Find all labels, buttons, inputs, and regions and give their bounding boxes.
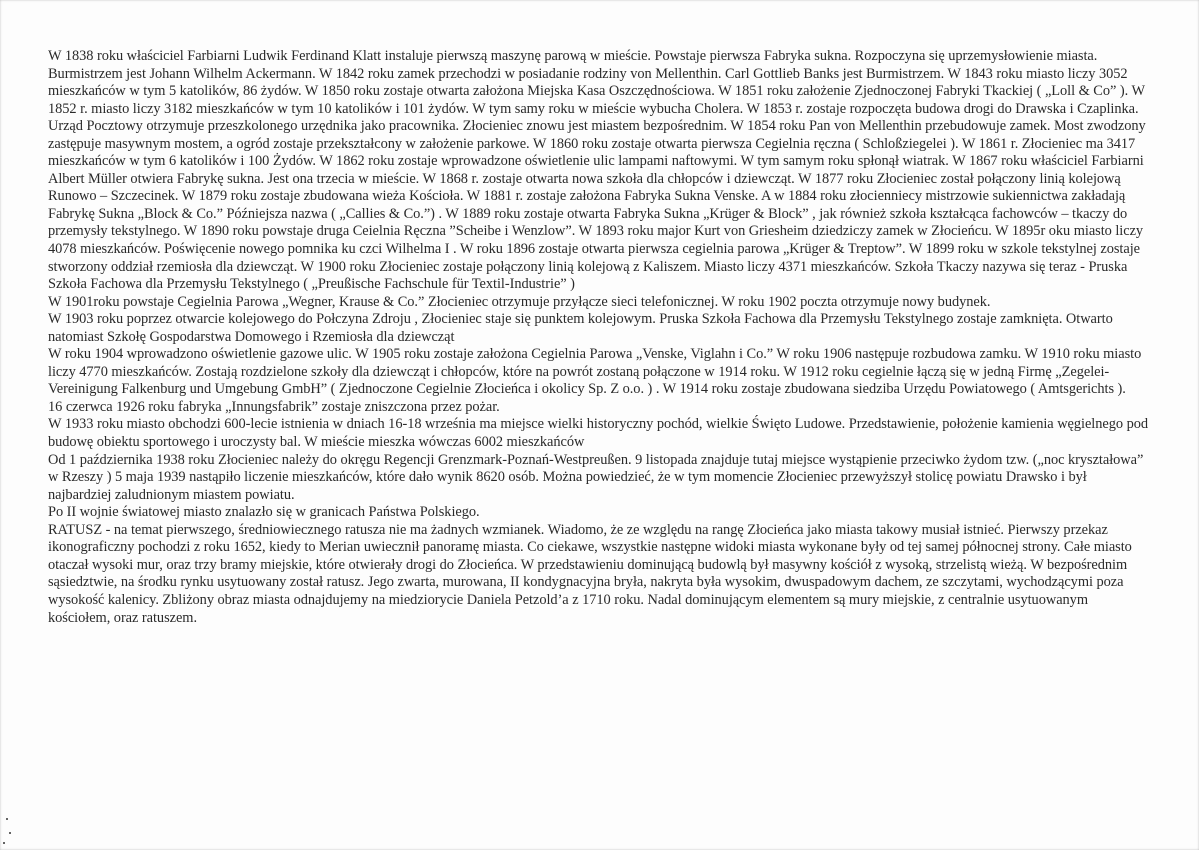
paragraph-1926: 16 czerwca 1926 roku fabryka „Innungsfabrik” zostaje zniszczona przez pożar. xyxy=(48,398,500,415)
paragraph-ratusz: RATUSZ - na temat pierwszego, średniowiecznego ratusza nie ma żadnych wzmianek. Wiadomo, że ze względu na rangę Złocieńca jako miasta takowy musiał istnieć. Pierwszy przekaz ikonograficzny pochodzi z roku 1652, kiedy to Merian uwiecznił panoramę miasta. Co ciekawe, wszystkie następne widoki miasta wykonane były od tej samej północnej strony. Całe miasto otaczał wysoki mur, oraz trzy bramy miejskie, które otwierały drogi do Złocieńca. W przedstawieniu dominującą budowlą był masywny kościół z wysoką, strzelistą wieżą. W bezpośrednim sąsiedztwie, na środku rynku usytuowany został ratusz. Jego zwarta, murowana, II kondygnacyjna bryła, nakryta była wysokim, dwuspadowym dachem, ze szczytami, wychodzącymi poza wysokość kalenicy. Zbliżony obraz miasta odnajdujemy na miedziorycie Daniela Petzold’a z 1710 roku. Nadal dominującym elementem są mury miejskie, z centralnie usytuowanym kościołem, oraz ratuszem. xyxy=(48,521,1132,626)
paragraph-1938-1939: Od 1 października 1938 roku Złocieniec należy do okręgu Regencji Grenzmark-Poznań-Westpreußen. 9 listopada znajduje tutaj miejsce wystąpienie przeciwko żydom tzw. („noc kryształowa” w Rzeszy ) 5 maja 1939 nastąpiło liczenie mieszkańców, które dało wynik 8620 osób. Można powiedzieć, że w tym momencie Złocieniec przewyższył stolicę powiatu Drawsko i był najbardziej zaludnionym miastem powiatu. xyxy=(48,451,1144,503)
scan-speck xyxy=(9,832,11,834)
paragraph-1904-1914: W roku 1904 wprowadzono oświetlenie gazowe ulic. W 1905 roku zostaje założona Cegielnia Parowa „Venske, Viglahn i Co.” W roku 1906 następuje rozbudowa zamku. W 1910 roku miasto liczy 4770 mieszkańców. Zostają rozdzielone szkoły dla dziewcząt i chłopców, które na powrót zostaną połączone w 1914 roku. W 1912 roku cegielnie łączą się w jedną Firmę „Zegelei-Vereinigung Falkenburg und Umgebung GmbH” ( Zjednoczone Cegielnie Złocieńca i okolicy Sp. Z o.o. ) . W 1914 roku zostaje zbudowana siedziba Urzędu Powiatowego ( Amtsgerichts ). xyxy=(48,346,1142,398)
paragraph-1903: W 1903 roku poprzez otwarcie kolejowego do Połczyna Zdroju , Złocieniec staje się punktem kolejowym. Pruska Szkoła Fachowa dla Przemysłu Tekstylnego zostaje zamknięta. Otwarto natomiast Szkołę Gospodarstwa Domowego i Rzemiosła dla dziewcząt xyxy=(48,311,1113,345)
paragraph-post-war: Po II wojnie światowej miasto znalazło się w granicach Państwa Polskiego. xyxy=(48,504,480,521)
scan-speck xyxy=(3,842,5,844)
paragraph-1901: W 1901roku powstaje Cegielnia Parowa „Wegner, Krause & Co.” Złocieniec otrzymuje przyłącze sieci telefonicznej. W roku 1902 poczta otrzymuje nowy budynek. xyxy=(48,293,991,310)
document-body xyxy=(48,48,1152,627)
paragraph-history-1838-1900: W 1838 roku właściciel Farbiarni Ludwik Ferdinand Klatt instaluje pierwszą maszynę parową w mieście. Powstaje pierwsza Fabryka sukna. Rozpoczyna się uprzemysłowienie miasta. Burmistrzem jest Johann Wilhelm Ackermann. W 1842 roku zamek przechodzi w posiadanie rodziny von Mellenthin. Carl Gottlieb Banks jest Burmistrzem. W 1843 roku miasto liczy 3052 mieszkańców w tym 5 katolików, 86 żydów. W 1850 roku zostaje otwarta założona Miejska Kasa Oszczędnościowa. W 1851 roku założenie Zjednoczonej Fabryki Tkackiej ( „Loll & Co” ). W 1852 r. miasto liczy 3182 mieszkańców w tym 10 katolików i 101 żydów. W tym samy roku w mieście wybucha Cholera. W 1853 r. zostaje rozpoczęta budowa drogi do Drawska i Czaplinka. Urząd Pocztowy otrzymuje przeszkolonego urzędnika jako pracownika. Złocieniec znowu jest miastem bezpośrednim. W 1854 roku Pan von Mellenthin przebudowuje zamek. Most zwodzony zastępuje masywnym mostem, a ogród zostaje przekształcony w założenie parkowe. W 1860 roku zostaje otwarta pierwsza Cegielnia ręczna ( Schloßziegelei ). W 1861 r. Złocieniec ma 3417 mieszkańców w tym 6 katolików i 100 Żydów. W 1862 roku zostaje wprowadzone oświetlenie ulic lampami naftowymi. W tym samym roku spłonął wiatrak. W 1867 roku właściciel Farbiarni Albert Müller otwiera Fabrykę sukna. Jest ona trzecia w mieście. W 1868 r. zostaje otwarta nowa szkoła dla chłopców i dziewcząt. W 1877 roku Złocieniec został połączony linią kolejową Runowo – Szczecinek. W 1879 roku zostaje zbudowana wieża Kościoła. W 1881 r. zostaje założona Fabryka Sukna Venske. A w 1884 roku złocienniecy mistrzowie sukiennictwa zakładają Fabrykę Sukna „Block & Co.” Późniejsza nazwa ( „Callies & Co.”) . W 1889 roku zostaje otwarta Fabryka Sukna „Krüger & Block” , jak również szkoła kształcąca fachowców – tkaczy do przemysły tekstylnego. W 1890 roku powstaje druga Ceielnia Ręczna ”Scheibe i Wenzlow”. W 1893 roku major Kurt von Griesheim dziedziczy zamek w Złocieńcu. W 1895r oku miasto liczy 4078 mieszkańców. Poświęcenie nowego pomnika ku czci Wilhelma I . W roku 1896 zostaje otwarta pierwsza cegielnia parowa „Krüger & Treptow”. W 1899 roku w szkole tekstylnej zostaje stworzony oddział rzemiosła dla dziewcząt. W 1900 roku Złocieniec zostaje połączony linią kolejową z Kaliszem. Miasto liczy 4371 mieszkańców. Szkoła Tkaczy nazywa się teraz - Pruska Szkoła Fachowa dla Przemysłu Tekstylnego ( „Preußische Fachschule für Textil-Industrie” ) xyxy=(48,48,1146,293)
paragraph-1933: W 1933 roku miasto obchodzi 600-lecie istnienia w dniach 16-18 września ma miejsce wielki historyczny pochód, wielkie Święto Ludowe. Przedstawienie, położenie kamienia węgielnego pod budowę obiektu sportowego i uroczysty bal. W mieście mieszka wówczas 6002 mieszkańców xyxy=(48,416,1149,451)
scan-speck xyxy=(6,818,8,820)
